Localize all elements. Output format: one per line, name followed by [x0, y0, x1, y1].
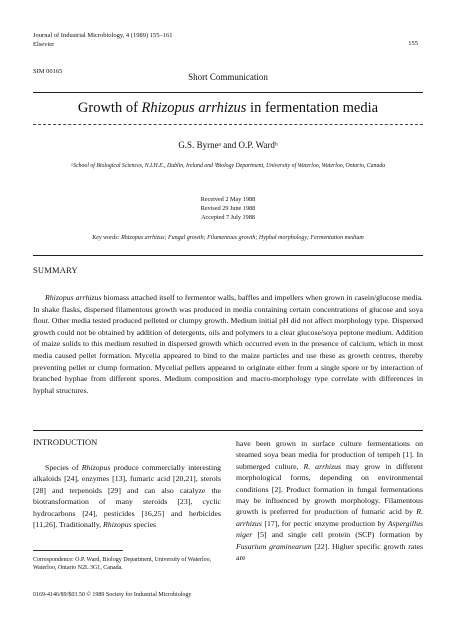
- keywords: Key words: Rhizopus arrhizus; Fungal growth; Filamentous growth; Hyphal morphology; Fermentation medium: [92, 235, 364, 241]
- intro-text: Species of: [45, 463, 82, 472]
- received-date: Received 2 May 1988: [200, 196, 256, 203]
- affiliations: ᵃSchool of Biological Sciences, N.I.H.E., Dublin, Ireland and ᵇBiology Department, University of Waterloo, Waterloo, Ontario, Canada: [70, 163, 386, 169]
- intro-text: have been grown in surface culture fermentations on steamed soya bean media for production of tempeh [1]. In submerged culture,: [236, 439, 423, 471]
- intro-column-left: [33, 462, 221, 530]
- intro-text: [5] and single cell protein (SCP) formation by: [252, 530, 423, 540]
- intro-genus: Rhizopus: [81, 463, 111, 472]
- intro-genus: Rhizopus: [103, 520, 132, 530]
- summary-body: biomass attached itself to fermentor walls, baffles and impellers when grown in casein/glucose media. In shake flasks, dispersed filamentous growth was produced in media containing certain concentrations of glucose and soya flour. Other media tested produced pelleted or clumpy growth. Medium initial pH did not affect morphology type. Dispersed growth could not be obtained by addition of detergents, oils and polymers to a clear glucose/soya peptone medium. Addition of maize solids to this medium resulted in dispersed growth which occurred even in the presence of calcium, which in most media caused pellet formation. Mycelia appeared to bind to the maize particles and use these as growth centres, thereby preventing pellet or clump formation. Mycelial pellets appeared to originate either from a single spore or by interaction of branched hyphae from different spores. Medium composition and macro-morphology type correlate with differences in hyphal structures.: [33, 293, 423, 395]
- article-dates: [0, 195, 456, 222]
- journal-header: [33, 31, 293, 49]
- title-organism: Rhizopus arrhizus: [141, 100, 247, 116]
- title-divider: [33, 124, 423, 125]
- accepted-date: Accepted 7 July 1988: [201, 214, 255, 221]
- publisher-name: Elsevier: [33, 41, 55, 48]
- title-prefix: Growth of: [77, 100, 142, 116]
- journal-citation: Journal of Industrial Microbiology, 4 (1989) 155–161: [33, 32, 173, 39]
- footnote-rule: [33, 550, 123, 551]
- page-number: 155: [408, 40, 418, 47]
- intro-column-right: [236, 438, 423, 563]
- summary-heading: SUMMARY: [33, 265, 78, 275]
- title-suffix: in fermentation media: [246, 100, 379, 116]
- authors: G.S. Byrneᵃ and O.P. Wardᵇ: [178, 140, 278, 150]
- issn-line: 0169-4146/89/$03.50 © 1989 Society for Industrial Microbiology: [33, 592, 192, 598]
- article-title: [0, 100, 456, 117]
- revised-date: Revised 29 June 1988: [200, 205, 256, 212]
- intro-text: produce commercially interesting alkaloids [24], enzymes [13], fumaric acid [20,21], sterols [28] and terpenoids [29] and can also catalyze the biotransformation of many steroids [23], cyclic hydrocarbons [24], pesticides [16,25] and herbicides [11,26]. Traditionally,: [33, 463, 221, 530]
- summary-text: [33, 292, 423, 396]
- intro-divider: [33, 430, 423, 431]
- intro-organism: Aspergillus niger: [236, 518, 423, 540]
- summary-divider: [33, 255, 423, 256]
- sim-code: SIM 00165: [33, 68, 63, 75]
- intro-text: species: [131, 520, 157, 530]
- intro-organism: R. arrhizus: [236, 507, 423, 528]
- correspondence-footnote: Correspondence: O.P. Ward, Biology Department, University of Waterloo, Waterloo, Ontario N2L 3G1, Canada.: [33, 557, 212, 572]
- intro-organism: Fusarium graminearum: [236, 541, 312, 551]
- intro-text: [17], for pectic enzyme production by: [261, 518, 388, 528]
- intro-text: may grow in different morphological forms, depending on environmental conditions [2]. Product formation in fungal fermentations may be influenced by growth morphology. Filamentous growth is preferred for production of fumaric acid by: [236, 461, 423, 517]
- introduction-heading: INTRODUCTION: [33, 437, 98, 447]
- section-type: Short Communication: [188, 72, 268, 82]
- intro-organism: R. arrhizus: [303, 461, 342, 471]
- summary-organism: Rhizopus arrhizus: [45, 293, 102, 302]
- intro-text: [22]. Higher specific growth rates are: [236, 541, 423, 563]
- top-divider: [33, 92, 423, 93]
